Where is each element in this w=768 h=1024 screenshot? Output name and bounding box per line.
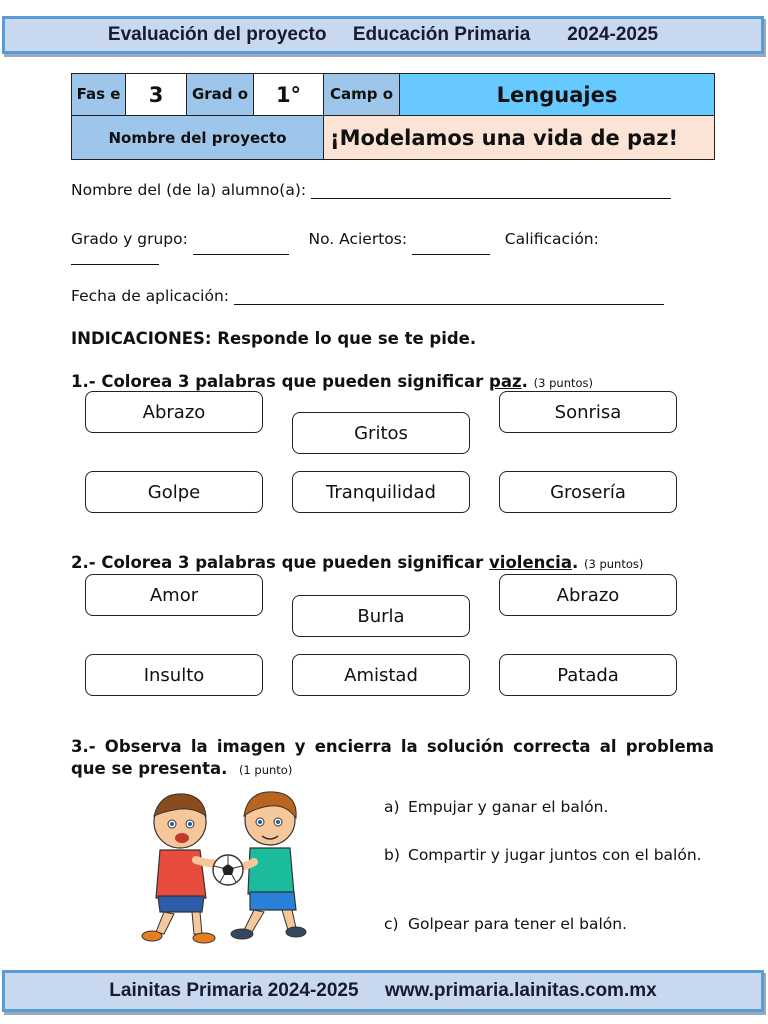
q3-text: 3.- Observa la imagen y encierra la solución correcta al problema que se presenta. [71, 737, 714, 778]
grade-group-label: Grado y grupo: [71, 230, 188, 248]
q3-option-b-text: Compartir y jugar juntos con el balón. [408, 846, 702, 864]
footer-url[interactable]: www.primaria.lainitas.com.mx [384, 980, 657, 1001]
date-blank[interactable] [234, 288, 664, 305]
q2-word-abrazo[interactable]: Abrazo [499, 574, 677, 616]
q2-word-burla[interactable]: Burla [292, 595, 470, 637]
campo-label: Camp o [324, 74, 400, 116]
question-1 [71, 372, 593, 391]
q1-word-abrazo[interactable]: Abrazo [85, 391, 263, 433]
grade-line [71, 223, 711, 255]
header-level: Educación Primaria [352, 24, 531, 45]
q2-word-insulto[interactable]: Insulto [85, 654, 263, 696]
header-banner [2, 16, 764, 54]
q3-option-b[interactable] [384, 844, 708, 866]
grado-label: Grad o [187, 74, 254, 116]
q2-text: 2.- Colorea 3 palabras que pueden significar [71, 553, 490, 572]
q3-option-b-letter: b) [384, 846, 400, 864]
date-line [71, 287, 664, 305]
date-label: Fecha de aplicación: [71, 287, 230, 305]
header-title: Evaluación del proyecto [107, 24, 327, 45]
q2-suffix: . [571, 553, 579, 572]
q1-suffix: . [521, 372, 528, 391]
footer-brand: Lainitas Primaria 2024-2025 [109, 980, 359, 1001]
project-name-value: ¡Modelamos una vida de paz! [324, 116, 715, 160]
q3-option-a-letter: a) [384, 798, 400, 816]
student-name-line [71, 181, 671, 199]
fase-label: Fas e [72, 74, 126, 116]
q3-option-a[interactable] [384, 796, 708, 818]
q1-word-gritos[interactable]: Gritos [292, 412, 470, 454]
q2-word-amistad[interactable]: Amistad [292, 654, 470, 696]
q2-word-patada[interactable]: Patada [499, 654, 677, 696]
q1-keyword: paz [489, 372, 522, 391]
kids-ball-illustration [130, 786, 320, 946]
q3-points: (1 punto) [238, 763, 293, 777]
score-label: Calificación: [504, 230, 599, 248]
hits-label: No. Aciertos: [308, 230, 408, 248]
footer-banner [2, 970, 764, 1012]
q3-option-c-letter: c) [384, 915, 399, 933]
q3-option-c[interactable] [384, 913, 708, 935]
q2-keyword: violencia [489, 553, 572, 572]
project-name-label: Nombre del proyecto [72, 116, 324, 160]
q3-option-c-text: Golpear para tener el balón. [408, 915, 628, 933]
q2-word-amor[interactable]: Amor [85, 574, 263, 616]
q3-option-a-text: Empujar y ganar el balón. [408, 798, 609, 816]
student-name-label: Nombre del (de la) alumno(a): [71, 181, 307, 199]
q1-text: 1.- Colorea 3 palabras que pueden significar [71, 372, 490, 391]
soccer-ball-icon [213, 855, 243, 885]
question-3 [71, 736, 714, 781]
q1-word-tranquilidad[interactable]: Tranquilidad [292, 471, 470, 513]
hits-blank[interactable] [412, 238, 490, 255]
grade-group-blank[interactable] [193, 238, 289, 255]
instructions: INDICACIONES: Responde lo que se te pide. [71, 329, 477, 348]
grado-value: 1° [254, 74, 324, 116]
q1-points: (3 puntos) [533, 376, 593, 390]
score-blank[interactable] [71, 248, 159, 265]
project-info-table [71, 73, 715, 160]
question-2 [71, 553, 643, 572]
fase-value: 3 [126, 74, 187, 116]
student-name-blank[interactable] [311, 182, 671, 199]
q1-word-groseria[interactable]: Grosería [499, 471, 677, 513]
q1-word-sonrisa[interactable]: Sonrisa [499, 391, 677, 433]
q1-word-golpe[interactable]: Golpe [85, 471, 263, 513]
campo-value: Lenguajes [400, 74, 715, 116]
q2-points: (3 puntos) [584, 557, 644, 571]
header-year: 2024-2025 [567, 24, 659, 45]
